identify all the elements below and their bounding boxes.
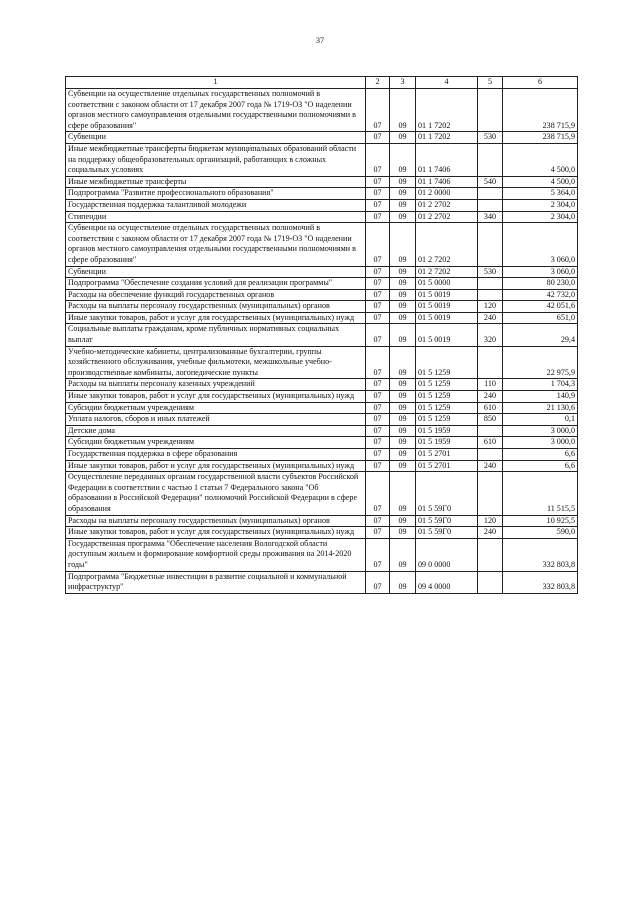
row-section: 07: [366, 460, 390, 472]
row-section: 07: [366, 538, 390, 571]
header-col-1: 1: [66, 77, 366, 89]
row-section: 07: [366, 312, 390, 324]
table-row: [66, 223, 578, 266]
row-expense-type: [478, 278, 503, 290]
row-expense-type: [478, 199, 503, 211]
row-expense-type: [478, 571, 503, 593]
row-target-code: 01 5 1259: [416, 414, 478, 426]
row-expense-type: [478, 472, 503, 515]
row-target-code: 09 4 0000: [416, 571, 478, 593]
row-amount: 590,0: [503, 527, 578, 539]
table-row: [66, 143, 578, 176]
row-name: Подпрограмма "Бюджетные инвестиции в развитие социальной и коммунальной инфраструктур": [66, 571, 366, 593]
row-expense-type: [478, 89, 503, 132]
row-amount: 11 515,5: [503, 472, 578, 515]
row-section: 07: [366, 289, 390, 301]
table-row: [66, 527, 578, 539]
row-target-code: 01 2 7202: [416, 266, 478, 278]
row-subsection: 09: [390, 278, 416, 290]
row-expense-type: 110: [478, 379, 503, 391]
row-section: 07: [366, 391, 390, 403]
row-target-code: 01 2 0000: [416, 188, 478, 200]
table-row: [66, 211, 578, 223]
row-expense-type: 240: [478, 460, 503, 472]
row-name: Государственная поддержка талантливой молодежи: [66, 199, 366, 211]
row-section: 07: [366, 211, 390, 223]
row-amount: 0,1: [503, 414, 578, 426]
row-name: Иные межбюджетные трансферты: [66, 176, 366, 188]
header-col-6: 6: [503, 77, 578, 89]
row-amount: 10 925,5: [503, 515, 578, 527]
row-name: Субвенции: [66, 266, 366, 278]
row-target-code: 01 1 7202: [416, 132, 478, 144]
header-col-5: 5: [478, 77, 503, 89]
row-subsection: 09: [390, 223, 416, 266]
table-row: [66, 379, 578, 391]
row-section: 07: [366, 472, 390, 515]
row-amount: 21 130,6: [503, 402, 578, 414]
row-target-code: 01 5 1259: [416, 391, 478, 403]
row-target-code: 01 5 1959: [416, 437, 478, 449]
table-row: [66, 176, 578, 188]
table-row: [66, 571, 578, 593]
row-subsection: 09: [390, 391, 416, 403]
row-expense-type: [478, 143, 503, 176]
table-row: [66, 188, 578, 200]
row-target-code: 01 2 2702: [416, 211, 478, 223]
row-section: 07: [366, 176, 390, 188]
row-target-code: 01 5 1259: [416, 346, 478, 379]
table-row: [66, 312, 578, 324]
table-row: [66, 89, 578, 132]
header-col-4: 4: [416, 77, 478, 89]
row-target-code: 01 5 1259: [416, 379, 478, 391]
row-target-code: 01 5 0019: [416, 289, 478, 301]
row-target-code: 01 1 7406: [416, 143, 478, 176]
row-name: Социальные выплаты гражданам, кроме публичных нормативных социальных выплат: [66, 324, 366, 346]
row-expense-type: 120: [478, 301, 503, 313]
row-subsection: 09: [390, 312, 416, 324]
row-amount: 3 000,0: [503, 425, 578, 437]
row-subsection: 09: [390, 176, 416, 188]
row-subsection: 09: [390, 211, 416, 223]
row-subsection: 09: [390, 414, 416, 426]
row-subsection: 09: [390, 460, 416, 472]
row-expense-type: 240: [478, 312, 503, 324]
row-expense-type: 340: [478, 211, 503, 223]
row-subsection: 09: [390, 324, 416, 346]
row-target-code: 01 2 7202: [416, 223, 478, 266]
table-row: [66, 301, 578, 313]
row-name: Иные закупки товаров, работ и услуг для государственных (муниципальных) нужд: [66, 391, 366, 403]
row-subsection: 09: [390, 132, 416, 144]
row-section: 07: [366, 449, 390, 461]
table-row: [66, 472, 578, 515]
table-row: [66, 132, 578, 144]
row-section: 07: [366, 346, 390, 379]
row-subsection: 09: [390, 289, 416, 301]
row-amount: 6,6: [503, 460, 578, 472]
row-amount: 4 500,0: [503, 176, 578, 188]
row-amount: 29,4: [503, 324, 578, 346]
table-row: [66, 538, 578, 571]
row-expense-type: 320: [478, 324, 503, 346]
row-name: Расходы на выплаты персоналу государственных (муниципальных) органов: [66, 301, 366, 313]
row-target-code: 01 5 0019: [416, 301, 478, 313]
header-col-2: 2: [366, 77, 390, 89]
table-row: [66, 346, 578, 379]
row-name: Детские дома: [66, 425, 366, 437]
row-amount: 651,0: [503, 312, 578, 324]
row-subsection: 09: [390, 425, 416, 437]
row-expense-type: [478, 425, 503, 437]
row-amount: 5 364,0: [503, 188, 578, 200]
row-subsection: 09: [390, 188, 416, 200]
row-name: Расходы на выплаты персоналу государственных (муниципальных) органов: [66, 515, 366, 527]
row-target-code: 01 5 0019: [416, 312, 478, 324]
row-amount: 140,9: [503, 391, 578, 403]
row-expense-type: 240: [478, 527, 503, 539]
row-name: Осуществление переданных органам государственной власти субъектов Российской Федерации в соответствии с частью 1 статьи 7 Федерального закона "Об образовании в Российской Федерации" полномочий Российской Федерации в сфере образования: [66, 472, 366, 515]
row-name: Государственная программа "Обеспечение населения Вологодской области доступным жильем и формирование комфортной среды проживания на 2014-2020 годы": [66, 538, 366, 571]
row-subsection: 09: [390, 402, 416, 414]
row-target-code: 01 1 7406: [416, 176, 478, 188]
row-subsection: 09: [390, 89, 416, 132]
row-subsection: 09: [390, 437, 416, 449]
row-section: 07: [366, 143, 390, 176]
row-section: 07: [366, 266, 390, 278]
row-subsection: 09: [390, 538, 416, 571]
row-subsection: 09: [390, 571, 416, 593]
row-name: Субсидии бюджетным учреждениям: [66, 437, 366, 449]
row-expense-type: [478, 289, 503, 301]
row-subsection: 09: [390, 527, 416, 539]
table-row: [66, 324, 578, 346]
row-name: Подпрограмма "Обеспечение создания условий для реализации программы": [66, 278, 366, 290]
table-row: [66, 199, 578, 211]
page-number: 37: [316, 36, 324, 45]
row-target-code: 01 5 59Г0: [416, 527, 478, 539]
row-target-code: 01 5 1259: [416, 402, 478, 414]
row-expense-type: 540: [478, 176, 503, 188]
row-expense-type: 850: [478, 414, 503, 426]
row-section: 07: [366, 89, 390, 132]
table-row: [66, 449, 578, 461]
row-target-code: 09 0 0000: [416, 538, 478, 571]
row-name: Учебно-методические кабинеты, централизованные бухгалтерии, группы хозяйственного обслуживания, учебные фильмотеки, межшкольные учебно-производственные комбинаты, логопедические пункты: [66, 346, 366, 379]
row-amount: 2 304,0: [503, 199, 578, 211]
table-row: [66, 391, 578, 403]
row-section: 07: [366, 425, 390, 437]
row-name: Субвенции: [66, 132, 366, 144]
row-name: Уплата налогов, сборов и иных платежей: [66, 414, 366, 426]
row-expense-type: 530: [478, 132, 503, 144]
row-section: 07: [366, 515, 390, 527]
row-section: 07: [366, 188, 390, 200]
row-section: 07: [366, 379, 390, 391]
row-amount: 4 500,0: [503, 143, 578, 176]
row-section: 07: [366, 402, 390, 414]
row-target-code: 01 1 7202: [416, 89, 478, 132]
row-expense-type: 240: [478, 391, 503, 403]
row-subsection: 09: [390, 515, 416, 527]
budget-table: [65, 76, 578, 594]
table-row: [66, 266, 578, 278]
row-section: 07: [366, 132, 390, 144]
table-row: [66, 289, 578, 301]
row-name: Расходы на выплаты персоналу казенных учреждений: [66, 379, 366, 391]
row-amount: 3 060,0: [503, 223, 578, 266]
row-name: Расходы на обеспечение функций государственных органов: [66, 289, 366, 301]
row-section: 07: [366, 414, 390, 426]
row-amount: 2 304,0: [503, 211, 578, 223]
row-subsection: 09: [390, 301, 416, 313]
header-col-3: 3: [390, 77, 416, 89]
row-expense-type: 610: [478, 402, 503, 414]
table-row: [66, 278, 578, 290]
row-amount: 6,6: [503, 449, 578, 461]
row-subsection: 09: [390, 346, 416, 379]
row-expense-type: 120: [478, 515, 503, 527]
row-target-code: 01 5 2701: [416, 449, 478, 461]
row-subsection: 09: [390, 266, 416, 278]
row-subsection: 09: [390, 472, 416, 515]
row-amount: 42 732,0: [503, 289, 578, 301]
row-amount: 238 715,9: [503, 89, 578, 132]
row-name: Подпрограмма "Развитие профессионального образования": [66, 188, 366, 200]
row-amount: 3 060,0: [503, 266, 578, 278]
row-amount: 332 803,8: [503, 538, 578, 571]
row-expense-type: [478, 223, 503, 266]
row-name: Иные межбюджетные трансферты бюджетам муниципальных образований области на поддержку общеобразовательных организаций, работающих в сложных социальных условиях: [66, 143, 366, 176]
row-section: 07: [366, 527, 390, 539]
table-body: [66, 89, 578, 594]
row-expense-type: [478, 346, 503, 379]
row-subsection: 09: [390, 143, 416, 176]
row-name: Иные закупки товаров, работ и услуг для государственных (муниципальных) нужд: [66, 527, 366, 539]
row-expense-type: [478, 449, 503, 461]
row-name: Субсидии бюджетным учреждениям: [66, 402, 366, 414]
row-amount: 80 230,0: [503, 278, 578, 290]
row-amount: 332 803,8: [503, 571, 578, 593]
row-section: 07: [366, 278, 390, 290]
table-row: [66, 460, 578, 472]
table-row: [66, 414, 578, 426]
row-target-code: 01 5 59Г0: [416, 515, 478, 527]
row-amount: 3 000,0: [503, 437, 578, 449]
row-name: Субвенции на осуществление отдельных государственных полномочий в соответствии с законом области от 17 декабря 2007 года № 1719-ОЗ "О наделении органов местного самоуправления отдельными государственными полномочиями в сфере образования": [66, 223, 366, 266]
row-section: 07: [366, 301, 390, 313]
row-name: Иные закупки товаров, работ и услуг для государственных (муниципальных) нужд: [66, 460, 366, 472]
row-target-code: 01 5 0019: [416, 324, 478, 346]
row-target-code: 01 5 2701: [416, 460, 478, 472]
row-name: Субвенции на осуществление отдельных государственных полномочий в соответствии с законом области от 17 декабря 2007 года № 1719-ОЗ "О наделении органов местного самоуправления отдельными государственными полномочиями в сфере образования": [66, 89, 366, 132]
row-subsection: 09: [390, 379, 416, 391]
row-amount: 1 704,3: [503, 379, 578, 391]
row-expense-type: [478, 538, 503, 571]
row-target-code: 01 2 2702: [416, 199, 478, 211]
row-name: Иные закупки товаров, работ и услуг для государственных (муниципальных) нужд: [66, 312, 366, 324]
table-row: [66, 437, 578, 449]
row-expense-type: 610: [478, 437, 503, 449]
row-target-code: 01 5 59Г0: [416, 472, 478, 515]
row-amount: 238 715,9: [503, 132, 578, 144]
row-subsection: 09: [390, 449, 416, 461]
row-amount: 22 975,9: [503, 346, 578, 379]
row-target-code: 01 5 0000: [416, 278, 478, 290]
row-amount: 42 051,6: [503, 301, 578, 313]
table-row: [66, 425, 578, 437]
row-expense-type: 530: [478, 266, 503, 278]
row-section: 07: [366, 199, 390, 211]
row-expense-type: [478, 188, 503, 200]
row-section: 07: [366, 437, 390, 449]
row-name: Государственная поддержка в сфере образования: [66, 449, 366, 461]
table-row: [66, 515, 578, 527]
row-name: Стипендии: [66, 211, 366, 223]
header-row: [66, 77, 578, 89]
row-target-code: 01 5 1959: [416, 425, 478, 437]
row-section: 07: [366, 223, 390, 266]
table-row: [66, 402, 578, 414]
row-section: 07: [366, 571, 390, 593]
row-subsection: 09: [390, 199, 416, 211]
row-section: 07: [366, 324, 390, 346]
